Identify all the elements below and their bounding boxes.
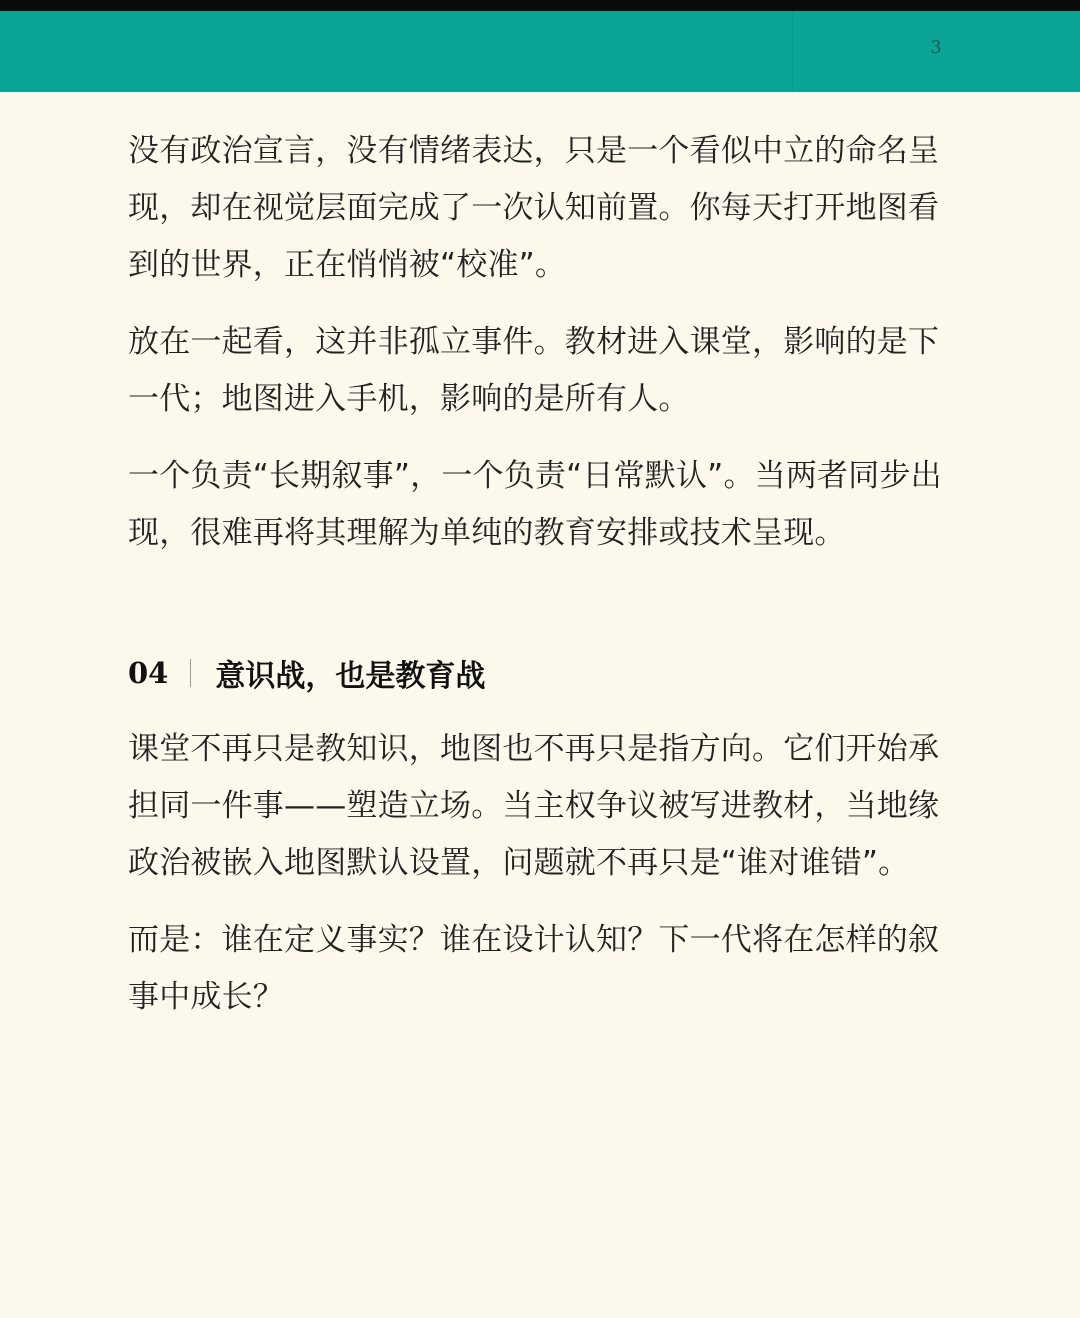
paragraph: 课堂不再只是教知识，地图也不再只是指方向。它们开始承担同一件事——塑造立场。当主权争议被写进教材，当地缘政治被嵌入地图默认设置，问题就不再只是“谁对谁错”。 <box>128 731 940 881</box>
section-title: 意识战，也是教育战 <box>215 658 486 694</box>
section-heading <box>128 644 960 701</box>
header-band <box>0 11 1080 92</box>
page-number: 3 <box>930 37 942 58</box>
article-body <box>128 123 960 1026</box>
header-divider <box>792 11 793 92</box>
paragraph: 而是：谁在定义事实？谁在设计认知？下一代将在怎样的叙事中成长？ <box>128 922 940 1015</box>
paragraph: 没有政治宣言，没有情绪表达，只是一个看似中立的命名呈现，却在视觉层面完成了一次认知前置。你每天打开地图看到的世界，正在悄悄被“校准”。 <box>128 133 940 283</box>
section-number: 04 <box>128 655 169 690</box>
paragraph: 一个负责“长期叙事”，一个负责“日常默认”。当两者同步出现，很难再将其理解为单纯的教育安排或技术呈现。 <box>128 458 942 551</box>
section-separator <box>190 659 191 687</box>
paragraph: 放在一起看，这并非孤立事件。教材进入课堂，影响的是下一代；地图进入手机，影响的是所有人。 <box>128 324 940 417</box>
top-status-strip <box>0 0 1080 11</box>
